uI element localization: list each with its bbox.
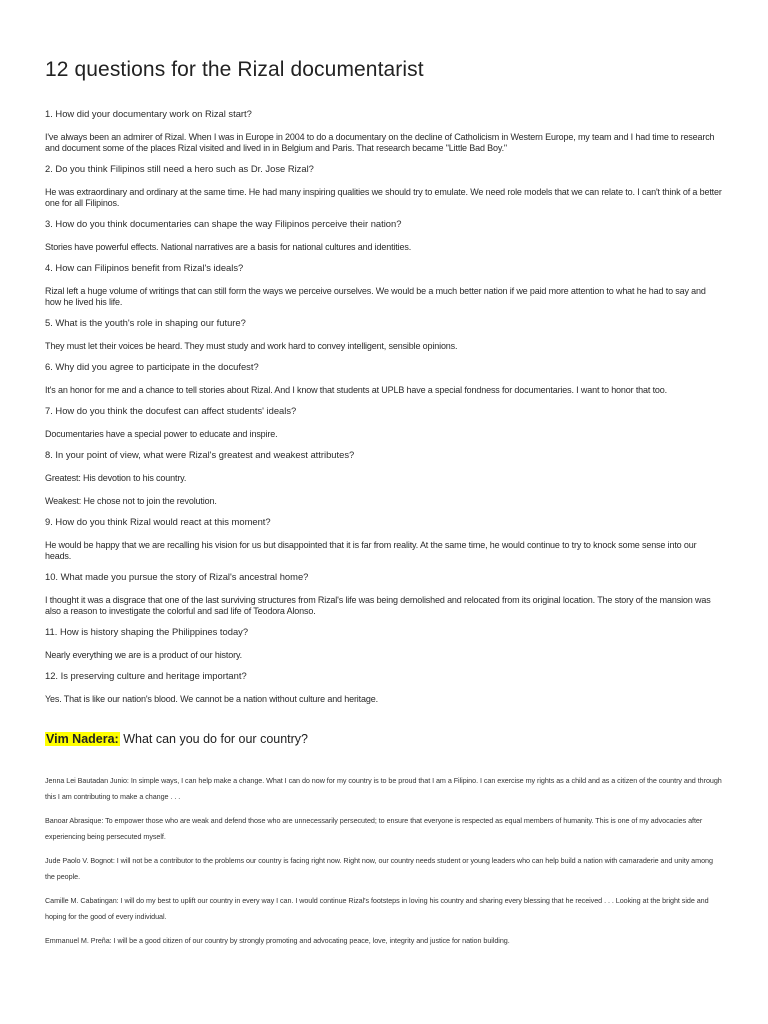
answer: Yes. That is like our nation's blood. We cannot be a nation without culture and heritage. [45, 694, 378, 704]
response-item [45, 853, 724, 885]
responses-list [45, 773, 724, 949]
question: 12. Is preserving culture and heritage important? [45, 670, 247, 681]
question: 3. How do you think documentaries can shape the way Filipinos perceive their nation? [45, 218, 402, 229]
answer: Documentaries have a special power to educate and inspire. [45, 429, 278, 439]
question: 7. How do you think the docufest can affect students' ideals? [45, 405, 297, 416]
qa-item [45, 108, 724, 154]
qa-item [45, 449, 724, 507]
response-text: Banoar Abrasique: To empower those who are weak and defend those who are unnecessarily persecuted; to ensure that everyone is respected as equal members of humanity. This is one of my advocacies after experiencing being persecuted myself. [45, 816, 703, 841]
question: 2. Do you think Filipinos still need a hero such as Dr. Jose Rizal? [45, 163, 314, 174]
response-item [45, 813, 724, 845]
qa-list [45, 108, 724, 705]
answer: I've always been an admirer of Rizal. When I was in Europe in 2004 to do a documentary on the decline of Catholicism in Western Europe, my team and I had time to research and document some of the places Rizal visited and lived in in Belgium and Paris. That research became "Little Bad Boy." [45, 132, 715, 153]
qa-item [45, 262, 724, 308]
answer: Stories have powerful effects. National narratives are a basis for national cultures and identities. [45, 242, 412, 252]
qa-item [45, 218, 724, 253]
question: 1. How did your documentary work on Rizal start? [45, 108, 252, 119]
question: 10. What made you pursue the story of Rizal's ancestral home? [45, 571, 309, 582]
question: 4. How can Filipinos benefit from Rizal's ideals? [45, 262, 244, 273]
vim-nadera-heading [45, 732, 724, 746]
response-text: Emmanuel M. Preña: I will be a good citizen of our country by strongly promoting and advocating peace, love, integrity and justice for nation building. [45, 936, 510, 945]
qa-item [45, 361, 724, 396]
heading-question: What can you do for our country? [119, 732, 309, 746]
response-text: Jude Paolo V. Bognot: I will not be a contributor to the problems our country is facing right now. Right now, our country needs student or young leaders who can help build a nation with camaraderie and unity among the people. [45, 856, 713, 881]
qa-item [45, 670, 724, 705]
answer: I thought it was a disgrace that one of the last surviving structures from Rizal's life was being demolished and relocated from its original location. The story of the mansion was also a reason to investigate the colorful and sad life of Teodora Alonso. [45, 595, 711, 616]
response-item [45, 933, 724, 949]
answer: He was extraordinary and ordinary at the same time. He had many inspiring qualities we should try to emulate. We need role models that we can relate to. I can't think of a better one for all Filipinos. [45, 187, 722, 208]
qa-item [45, 626, 724, 661]
page-title: 12 questions for the Rizal documentarist [45, 58, 424, 81]
answer: They must let their voices be heard. They must study and work hard to convey intelligent, sensible opinions. [45, 341, 458, 351]
question: 5. What is the youth's role in shaping our future? [45, 317, 246, 328]
answer: He would be happy that we are recalling his vision for us but disappointed that it is far from reality. At the same time, he would continue to try to knock some sense into our heads. [45, 540, 697, 561]
qa-item [45, 516, 724, 562]
response-item [45, 773, 724, 805]
qa-item [45, 163, 724, 209]
answer: Rizal left a huge volume of writings that can still form the ways we perceive ourselves. We would be a much better nation if we paid more attention to what he had to say and how he lived his life. [45, 286, 706, 307]
question: 6. Why did you agree to participate in the docufest? [45, 361, 259, 372]
response-text: Camille M. Cabatingan: I will do my best to uplift our country in every way I can. I would continue Rizal's footsteps in loving his country and sharing every blessing that he received . . . Looking at the bright side and hoping for the good of every individual. [45, 896, 709, 921]
answer: It's an honor for me and a chance to tell stories about Rizal. And I know that students at UPLB have a special fondness for documentaries. I want to honor that too. [45, 385, 667, 395]
response-item [45, 893, 724, 925]
answer: Weakest: He chose not to join the revolution. [45, 496, 217, 506]
question: 9. How do you think Rizal would react at this moment? [45, 516, 271, 527]
highlighted-name: Vim Nadera: [46, 732, 119, 746]
answer: Greatest: His devotion to his country. [45, 473, 187, 483]
qa-item [45, 571, 724, 617]
qa-item [45, 405, 724, 440]
response-text: Jenna Lei Bautadan Junio: In simple ways, I can help make a change. What I can do now for my country is to be proud that I am a Filipino. I can exercise my rights as a child and as a citizen of the country and through this I am contributing to make a change . . . [45, 776, 722, 801]
qa-item [45, 317, 724, 352]
question: 8. In your point of view, what were Rizal's greatest and weakest attributes? [45, 449, 355, 460]
answer: Nearly everything we are is a product of our history. [45, 650, 242, 660]
question: 11. How is history shaping the Philippines today? [45, 626, 249, 637]
